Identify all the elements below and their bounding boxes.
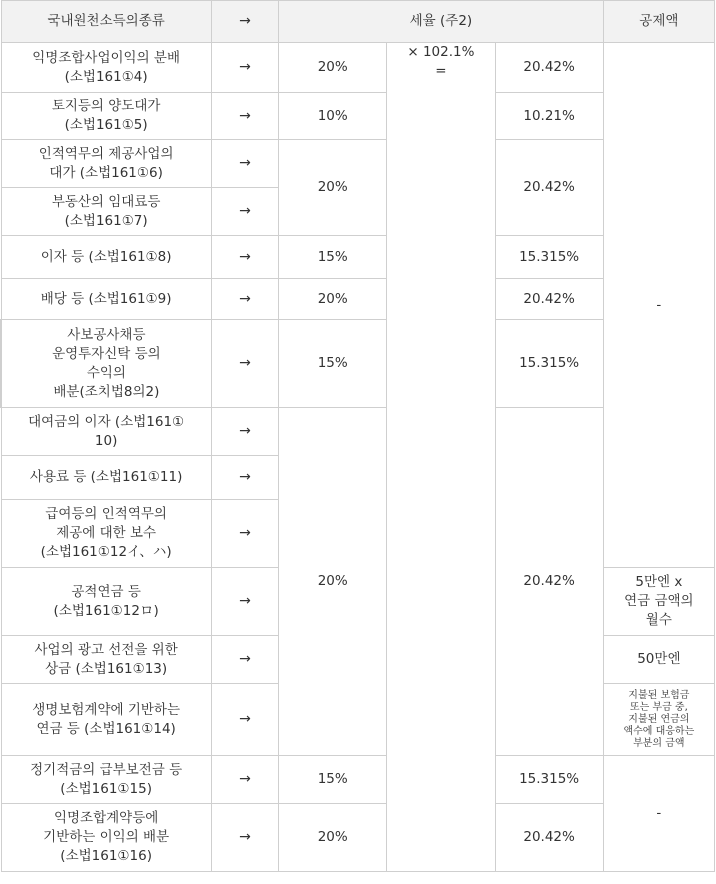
arrow-cell: → bbox=[211, 236, 278, 279]
income-type-cell: 사업의 광고 선전을 위한 상금 (소법161①13) bbox=[1, 636, 211, 684]
arrow-cell: → bbox=[211, 456, 278, 500]
rate-cell: 10% bbox=[279, 93, 387, 140]
header-tax-rate: 세율 (주2) bbox=[279, 1, 604, 43]
effective-rate-cell: 15.315% bbox=[495, 236, 603, 279]
header-deduction: 공제액 bbox=[603, 1, 714, 43]
income-type-cell: 급여등의 인적역무의 제공에 대한 보수 (소법161①12イ、ハ) bbox=[1, 500, 211, 568]
rate-cell: 15% bbox=[279, 756, 387, 804]
arrow-cell: → bbox=[211, 320, 278, 408]
income-type-cell: 이자 등 (소법161①8) bbox=[1, 236, 211, 279]
income-type-cell: 생명보험계약에 기반하는 연금 등 (소법161①14) bbox=[1, 684, 211, 756]
income-type-cell: 정기적금의 급부보전금 등 (소법161①15) bbox=[1, 756, 211, 804]
income-type-cell: 익명조합사업이익의 분배 (소법161①4) bbox=[1, 43, 211, 93]
rate-cell: 20% bbox=[279, 408, 387, 756]
deduction-dash-cell: - bbox=[603, 756, 714, 872]
rate-cell: 20% bbox=[279, 43, 387, 93]
income-type-cell: 인적역무의 제공사업의 대가 (소법161①6) bbox=[1, 140, 211, 188]
income-type-cell: 부동산의 임대료등 (소법161①7) bbox=[1, 188, 211, 236]
deduction-cell: 50만엔 bbox=[603, 636, 714, 684]
deduction-cell: 지불된 보험금 또는 부금 중, 지불된 연금의 액수에 대응하는 부분의 금액 bbox=[603, 684, 714, 756]
effective-rate-cell: 20.42% bbox=[495, 408, 603, 756]
effective-rate-cell: 20.42% bbox=[495, 279, 603, 320]
effective-rate-cell: 20.42% bbox=[495, 804, 603, 872]
arrow-cell: → bbox=[211, 568, 278, 636]
arrow-cell: → bbox=[211, 408, 278, 456]
arrow-cell: → bbox=[211, 279, 278, 320]
rate-cell: 15% bbox=[279, 236, 387, 279]
arrow-cell: → bbox=[211, 188, 278, 236]
effective-rate-cell: 15.315% bbox=[495, 320, 603, 408]
arrow-cell: → bbox=[211, 93, 278, 140]
deduction-dash-cell: - bbox=[603, 43, 714, 568]
table-row bbox=[1, 43, 715, 93]
multiplier-cell: × 102.1% = bbox=[387, 43, 495, 872]
effective-rate-cell: 20.42% bbox=[495, 43, 603, 93]
rate-cell: 20% bbox=[279, 804, 387, 872]
rate-cell: 15% bbox=[279, 320, 387, 408]
income-type-cell: 배당 등 (소법161①9) bbox=[1, 279, 211, 320]
table-header-row bbox=[1, 1, 715, 43]
rate-cell: 20% bbox=[279, 279, 387, 320]
rate-cell: 20% bbox=[279, 140, 387, 236]
effective-rate-cell: 10.21% bbox=[495, 93, 603, 140]
effective-rate-cell: 20.42% bbox=[495, 140, 603, 236]
deduction-cell: 5만엔 x 연금 금액의 월수 bbox=[603, 568, 714, 636]
effective-rate-cell: 15.315% bbox=[495, 756, 603, 804]
arrow-cell: → bbox=[211, 636, 278, 684]
arrow-cell: → bbox=[211, 804, 278, 872]
arrow-cell: → bbox=[211, 500, 278, 568]
income-type-cell: 사보공사채등 운영투자신탁 등의 수익의 배분(조치법8의2) bbox=[1, 320, 211, 408]
arrow-cell: → bbox=[211, 756, 278, 804]
arrow-cell: → bbox=[211, 140, 278, 188]
income-type-cell: 공적연금 등 (소법161①12ロ) bbox=[1, 568, 211, 636]
income-type-cell: 토지등의 양도대가 (소법161①5) bbox=[1, 93, 211, 140]
income-type-cell: 대여금의 이자 (소법161① 10) bbox=[1, 408, 211, 456]
arrow-cell: → bbox=[211, 43, 278, 93]
header-arrow: → bbox=[211, 1, 278, 43]
table-row bbox=[1, 756, 715, 804]
arrow-cell: → bbox=[211, 684, 278, 756]
income-type-cell: 사용료 등 (소법161①11) bbox=[1, 456, 211, 500]
income-type-cell: 익명조합계약등에 기반하는 이익의 배분 (소법161①16) bbox=[1, 804, 211, 872]
header-income-type: 국내원천소득의종류 bbox=[1, 1, 211, 43]
